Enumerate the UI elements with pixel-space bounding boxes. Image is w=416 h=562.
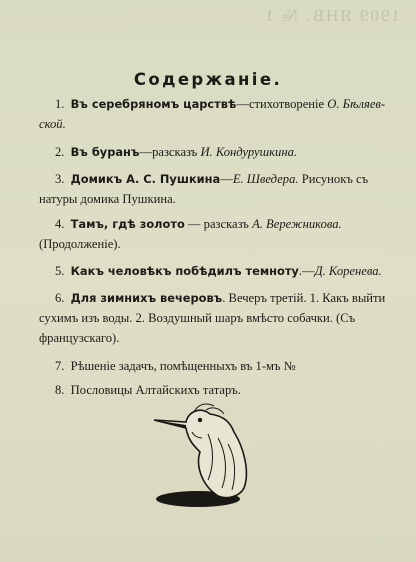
entry-text: . Вечеръ третій. 1. Какъ выйти	[222, 291, 386, 305]
toc-entry-5	[55, 261, 399, 281]
entry-author: О. Бѣляев-	[327, 97, 386, 111]
entry-text: — разсказъ	[184, 217, 253, 231]
entry-number: 7.	[55, 359, 65, 373]
entry-text: —разсказъ	[139, 145, 201, 159]
entry-text: —	[220, 172, 233, 186]
entry-heading: Какъ человѣкъ побѣдилъ темноту	[70, 264, 299, 278]
toc-entry-7	[55, 356, 399, 376]
entry-text: Пословицы Алтайскихъ татаръ.	[70, 383, 241, 397]
entry-continuation: натуры домика Пушкина.	[39, 192, 176, 206]
entry-number: 8.	[55, 383, 65, 397]
entry-number: 3.	[55, 172, 65, 186]
bird-illustration-icon	[148, 392, 278, 512]
entry-number: 2.	[55, 145, 65, 159]
entry-author: И. Кондурушкина.	[200, 145, 298, 159]
toc-entry-2	[55, 142, 399, 162]
entry-author: Д. Коренева.	[314, 264, 382, 278]
page-title: Содержаніе.	[133, 70, 283, 89]
bleed-through-text: 1909 ЯНВ. № 1	[263, 6, 400, 25]
entry-number: 5.	[55, 264, 65, 278]
entry-heading: Въ буранъ	[70, 145, 140, 159]
toc-entry-1	[39, 94, 399, 134]
toc-entry-4	[39, 214, 399, 254]
entry-author: А. Вережникова.	[252, 217, 342, 231]
toc-entry-6	[39, 288, 399, 348]
entry-heading: Домикъ А. С. Пушкина	[70, 172, 221, 186]
entry-heading: Для зимнихъ вечеровъ	[70, 291, 223, 305]
entry-number: 1.	[55, 97, 65, 111]
entry-continuation: (Продолженіе).	[39, 237, 121, 251]
entry-number: 4.	[55, 217, 65, 231]
entry-text-2: Рисунокъ съ	[298, 172, 369, 186]
entry-heading: Въ серебряномъ царствѣ	[70, 97, 237, 111]
entry-continuation: сухимъ изъ воды. 2. Воздушный шаръ вмѣсто собачки. (Съ	[39, 311, 356, 325]
entry-continuation-2: французскаго).	[39, 331, 120, 345]
entry-heading: Тамъ, гдѣ золото	[70, 217, 185, 231]
entry-number: 6.	[55, 291, 65, 305]
entry-text: —стихотвореніе	[236, 97, 328, 111]
entry-text: Рѣшеніе задачъ, помѣщенныхъ въ 1-мъ №	[70, 359, 296, 373]
entry-text: .—	[298, 264, 315, 278]
toc-entry-3	[39, 169, 399, 209]
entry-continuation: ской.	[39, 117, 66, 131]
entry-author: Е. Шведера.	[232, 172, 299, 186]
